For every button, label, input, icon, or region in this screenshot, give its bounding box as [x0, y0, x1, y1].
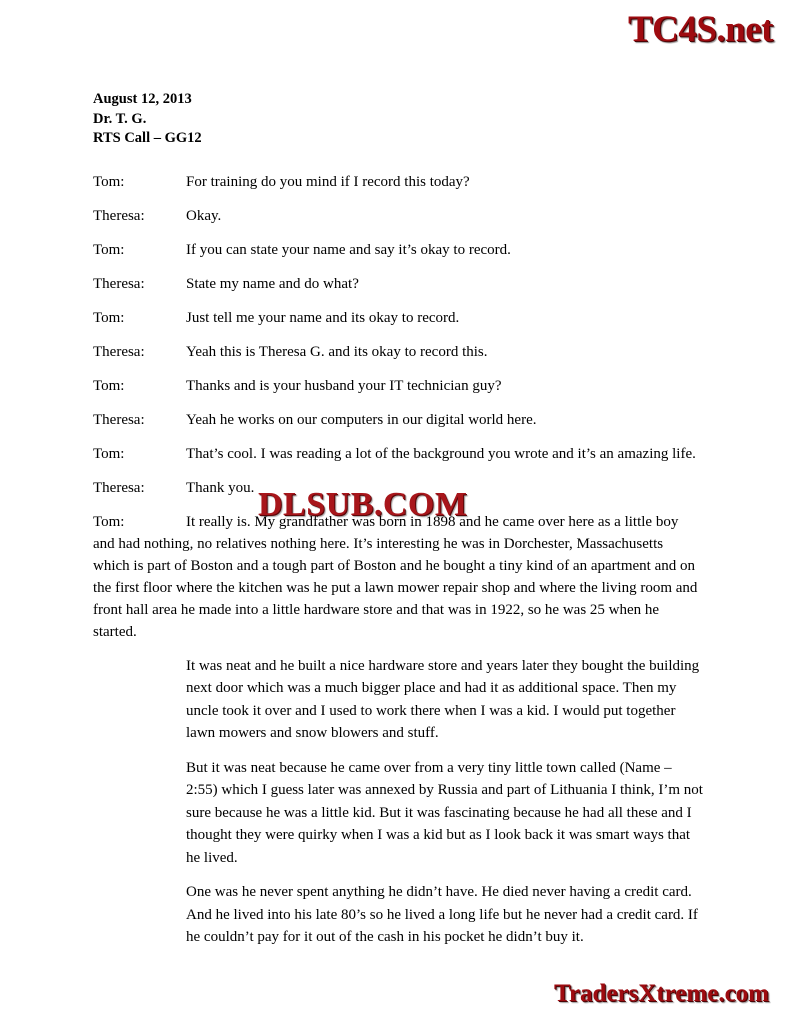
- speaker-label: Tom:: [93, 173, 125, 190]
- transcript-line: [93, 409, 703, 431]
- speaker-text: It really is. My grandfather was born in 1898 and he came over here as a little boy and had nothing, no relatives nothing here. It’s interesting he was in Dorchester, Massachusetts which is part of Boston and a tough part of Boston and he bought a tiny kind of an apartment and on the first floor where the kitchen was he put a lawn mower repair shop and where the living room and front hall area he made into a little hardware store and that was in 1922, so he was 25 when he started.: [93, 513, 698, 640]
- speaker-text: Thank you.: [186, 479, 255, 496]
- speaker-text: Thanks and is your husband your IT technician guy?: [186, 377, 502, 394]
- speaker-text: For training do you mind if I record this today?: [186, 173, 470, 190]
- header-date: August 12, 2013: [93, 91, 192, 107]
- speaker-label: Tom:: [93, 513, 125, 530]
- continuation-paragraph: It was neat and he built a nice hardware store and years later they bought the building next door which was a much bigger place and had it as additional space. Then my uncle took it over and I used to work there when I was a kid. I would put together lawn mowers and snow blowers and stuff.: [186, 657, 700, 742]
- continuation-paragraph: But it was neat because he came over from a very tiny little town called (Name – 2:55) which I guess later was annexed by Russia and part of Lithuania I think, I’m not sure because he was a little kid. But it was fascinating because he had all these and I thought they were quirky when I was a kid but as I look back it was smart ways that he lived.: [186, 759, 703, 866]
- transcript-line: [93, 341, 703, 363]
- transcript-line: [93, 239, 703, 261]
- speaker-label: Theresa:: [93, 207, 145, 224]
- transcript-line: [93, 443, 703, 465]
- transcript-line: [93, 307, 703, 329]
- speaker-text: State my name and do what?: [186, 275, 359, 292]
- speaker-label: Theresa:: [93, 479, 145, 496]
- watermark-bottom-right: TradersXtreme.com: [554, 980, 769, 1007]
- header-reference: RTS Call – GG12: [93, 130, 202, 147]
- speaker-label: Theresa:: [93, 411, 145, 428]
- continuation-paragraph: One was he never spent anything he didn’t have. He died never having a credit card. And he lived into his late 80’s so he lived a long life but he never had a credit card. If he couldn’t pay for it out of the cash in his pocket he didn’t buy it.: [186, 884, 698, 946]
- speaker-label: Tom:: [93, 445, 125, 462]
- speaker-label: Tom:: [93, 377, 125, 394]
- transcript-line: [93, 511, 703, 643]
- speaker-text: Just tell me your name and its okay to record.: [186, 309, 460, 326]
- speaker-label: Theresa:: [93, 343, 145, 360]
- transcript-line: [93, 171, 703, 193]
- document-header: [93, 90, 703, 149]
- speaker-text: Okay.: [186, 207, 222, 224]
- watermark-top-right: TC4S.net: [627, 9, 773, 50]
- speaker-text: If you can state your name and say it’s okay to record.: [186, 241, 511, 258]
- speaker-text: Yeah he works on our computers in our digital world here.: [186, 411, 537, 428]
- transcript-line: [93, 375, 703, 397]
- speaker-label: Tom:: [93, 241, 125, 258]
- speaker-label: Theresa:: [93, 275, 145, 292]
- watermark-center: DLSUB.COM: [258, 486, 468, 523]
- speaker-text: Yeah this is Theresa G. and its okay to record this.: [186, 343, 488, 360]
- speaker-text: That’s cool. I was reading a lot of the background you wrote and it’s an amazing life.: [186, 445, 696, 462]
- header-recipient: Dr. T. G.: [93, 110, 147, 127]
- transcript-line: [93, 273, 703, 295]
- speaker-label: Tom:: [93, 309, 125, 326]
- transcript-line: [93, 205, 703, 227]
